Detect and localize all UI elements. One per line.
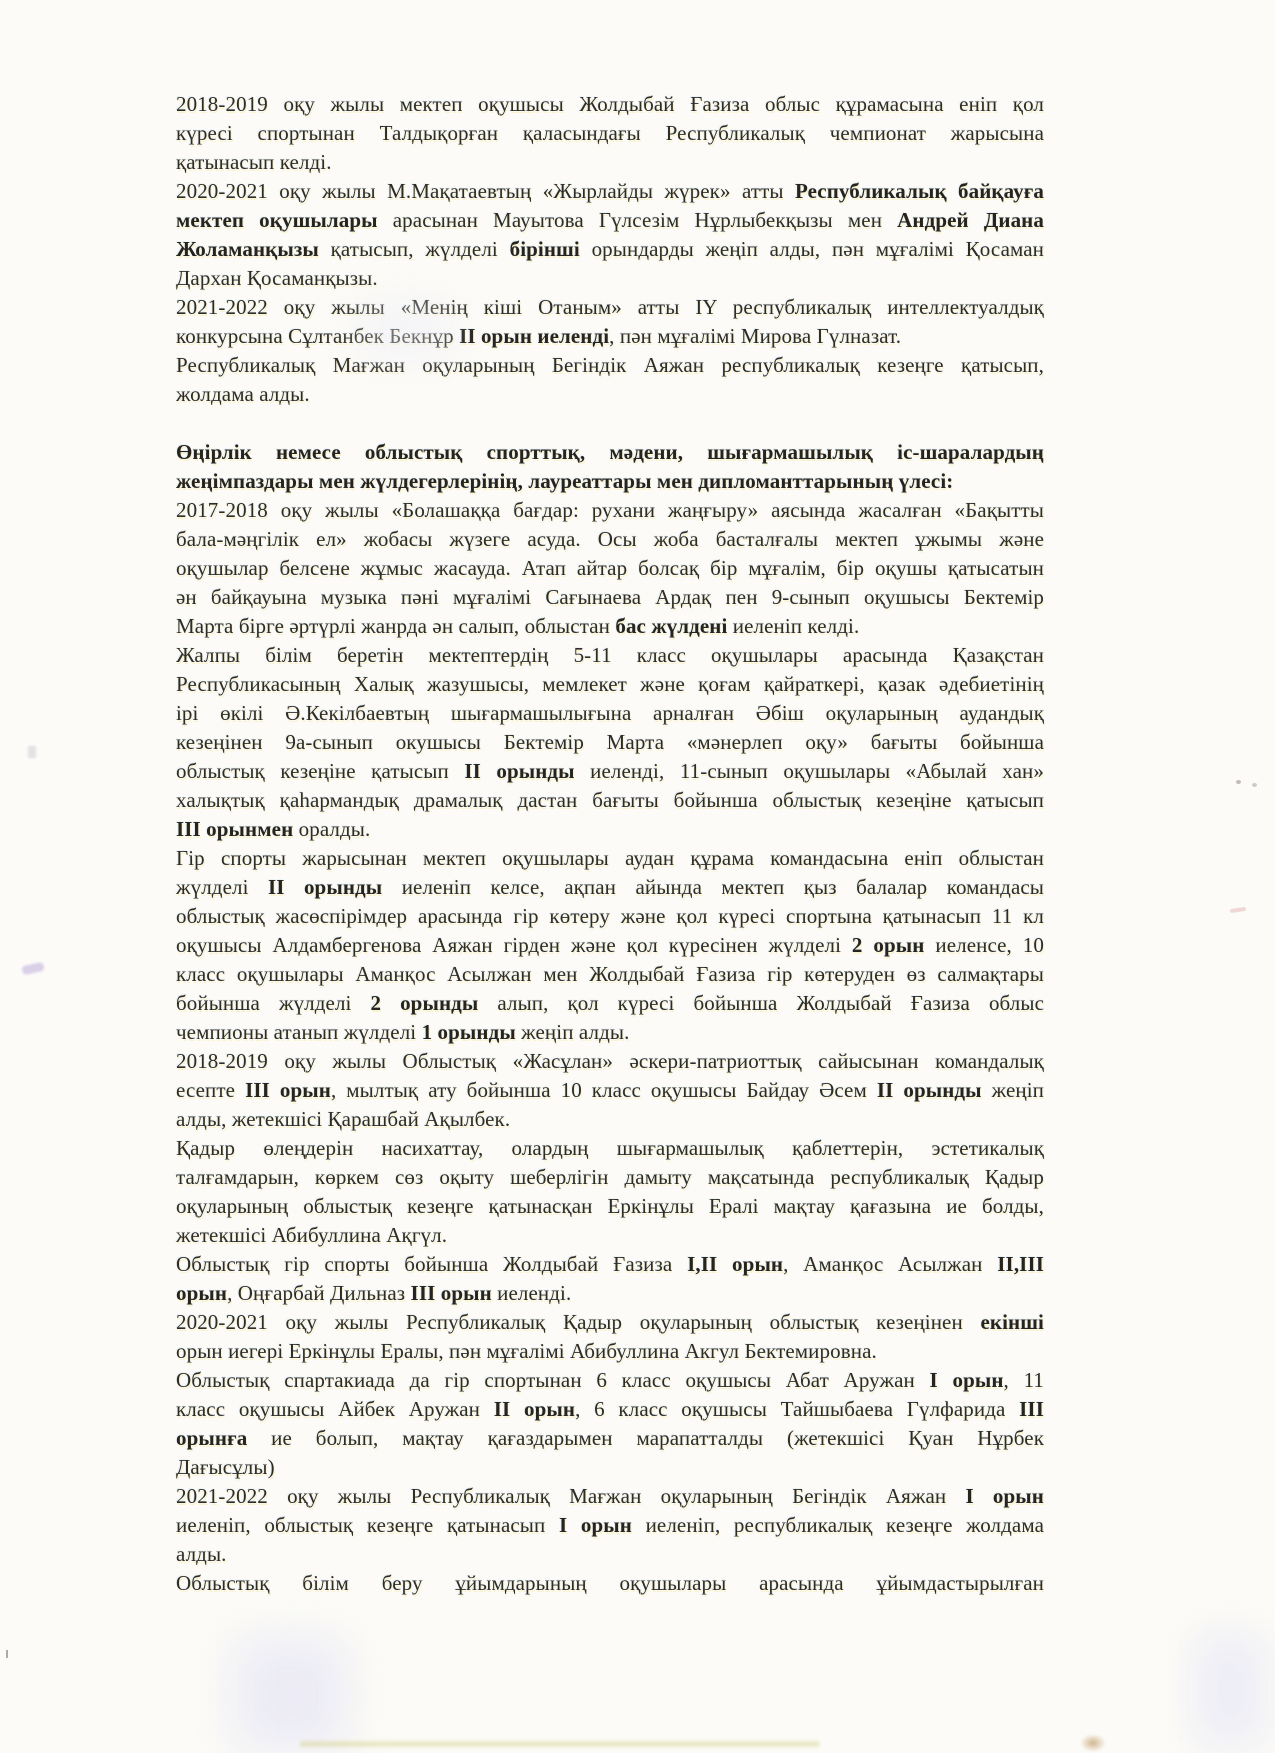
text-line — [176, 1105, 1044, 1134]
text-line — [176, 554, 1044, 583]
text-line — [176, 1279, 1044, 1308]
scan-dot-artifact — [1252, 783, 1257, 787]
text-segment: талғамдарын, көркем сөз оқыту шеберлігін дамыту мақсатында республикалық Қадыр — [176, 1165, 1044, 1189]
bold-text-segment: бас жүлдені — [615, 614, 728, 638]
text-segment: жүлделі — [176, 875, 268, 899]
text-segment: 2017-2018 оқу жылы «Болашаққа бағдар: рухани жаңғыру» аясында жасалған «Бақытты — [176, 498, 1044, 522]
text-segment: Дағысұлы) — [176, 1455, 275, 1479]
text-line — [176, 1250, 1044, 1279]
paragraph — [176, 1569, 1044, 1598]
text-line — [176, 1540, 1044, 1569]
bold-text-segment: III орын — [410, 1281, 492, 1305]
text-line — [176, 148, 1044, 177]
text-segment: ән байқауына музыка пәні мұғалімі Сағынаева Ардақ пен 9-сынып оқушысы Бектемір — [176, 585, 1044, 609]
text-line — [176, 438, 1044, 467]
paragraph — [176, 496, 1044, 641]
text-line — [176, 1076, 1044, 1105]
bold-text-segment: Республикалық байқауға — [794, 179, 1045, 203]
text-line — [176, 1047, 1044, 1076]
text-segment: 2018-2019 оқу жылы Облыстық «Жасұлан» әскери-патриоттық сайысынан командалық — [176, 1049, 1044, 1073]
paragraph — [176, 1047, 1044, 1134]
bold-text-segment: мектеп оқушылары — [176, 208, 378, 232]
bold-text-segment: жеңімпаздары мен жүлдегерлерінің, лауреаттары мен дипломанттарының үлесі: — [176, 469, 954, 493]
section-heading — [176, 438, 1044, 496]
paragraph — [176, 293, 1044, 351]
paragraph — [176, 1134, 1044, 1250]
bold-text-segment: II орынды — [267, 875, 383, 899]
text-line — [176, 1018, 1044, 1047]
text-segment: Қадыр өлеңдерін насихаттау, олардың шығармашылық қаблеттерін, эстетикалық — [176, 1136, 1044, 1160]
text-line — [176, 496, 1044, 525]
bold-text-segment: II орын иеленді — [459, 324, 610, 348]
text-line — [176, 728, 1044, 757]
scan-mark-artifact — [21, 962, 44, 975]
text-segment: Облыстық гір спорты бойынша Жолдыбай Ғазиза — [176, 1252, 688, 1276]
text-segment: оралды. — [293, 817, 371, 841]
paragraph — [176, 1482, 1044, 1569]
text-segment: арасынан Мауытова Гүлсезім Нұрлыбекқызы мен — [377, 208, 898, 232]
text-segment: Облыстық спартакиада да гір спортынан 6 класс оқушысы Абат Аружан — [176, 1368, 930, 1392]
text-line — [176, 1221, 1044, 1250]
scan-mark-artifact — [28, 746, 36, 758]
bold-text-segment: Андрей Диана — [897, 208, 1044, 232]
scan-edge-artifact — [6, 1650, 8, 1658]
bold-text-segment: I орын — [929, 1368, 1004, 1392]
bold-text-segment: I орын — [965, 1484, 1044, 1508]
bold-text-segment: орын — [176, 1281, 228, 1305]
text-segment: 2021-2022 оқу жылы «Менің кіші Отаным» атты ІY республикалық интеллектуалдық — [176, 295, 1044, 319]
text-line — [176, 989, 1044, 1018]
text-segment: класс оқушылары Аманқос Асылжан мен Жолдыбай Ғазиза гір көтеруден өз салмақтары — [176, 962, 1044, 986]
bold-text-segment: 2 орын — [851, 933, 925, 957]
scan-shadow-artifact — [1195, 1635, 1265, 1745]
text-segment: , Аманқос Асылжан — [783, 1252, 998, 1276]
text-segment: Республикасының Халық жазушысы, мемлекет және қоғам қайраткері, қазак әдебиетінің — [176, 672, 1044, 696]
text-line — [176, 1511, 1044, 1540]
text-line — [176, 351, 1044, 380]
bold-text-segment: I орын — [558, 1513, 632, 1537]
text-segment: алып, қол күресі бойынша Жолдыбай Ғазиза облыс — [478, 991, 1045, 1015]
text-line — [176, 873, 1044, 902]
text-line — [176, 1308, 1044, 1337]
paragraph — [176, 90, 1044, 177]
text-segment: бойынша жүлделі — [176, 991, 371, 1015]
text-segment: алды. — [176, 1542, 227, 1566]
text-line — [176, 612, 1044, 641]
text-line — [176, 1569, 1044, 1598]
text-segment: Марта бірге әртүрлі жанрда ән салып, облыстан — [176, 614, 616, 638]
text-line — [176, 902, 1044, 931]
text-line — [176, 1395, 1044, 1424]
text-line — [176, 1424, 1044, 1453]
text-segment: , 11 — [1003, 1368, 1044, 1392]
text-segment: ие болып, мақтау қағаздарымен марапатталды (жетекшісі Қуан Нұрбек — [247, 1426, 1044, 1450]
scan-dot-artifact — [1236, 780, 1241, 784]
bold-text-segment: III — [1019, 1397, 1044, 1421]
text-segment: алды, жетекшісі Қарашбай Ақылбек. — [176, 1107, 511, 1131]
scan-streak-artifact — [300, 1741, 820, 1747]
text-segment: жолдама алды. — [176, 382, 310, 406]
text-line — [176, 1337, 1044, 1366]
text-segment: бала-мәңгілік ел» жобасы жүзеге асуда. Осы жоба басталғалы мектеп ұжымы және — [176, 527, 1044, 551]
text-line — [176, 525, 1044, 554]
text-segment: жеңіп — [981, 1078, 1044, 1102]
text-segment: облыстық жасөспірімдер арасында гір көтеру және қол күресі спортына қатынасып 11 кл — [176, 904, 1044, 928]
text-line — [176, 177, 1044, 206]
text-segment: иеленіп, республикалық кезеңге жолдама — [631, 1513, 1045, 1537]
text-segment: иеленіп келсе, ақпан айында мектеп қыз балалар командасы — [382, 875, 1045, 899]
text-line — [176, 583, 1044, 612]
text-line — [176, 264, 1044, 293]
text-line — [176, 1163, 1044, 1192]
text-segment: , Оңғарбай Дильназ — [227, 1281, 411, 1305]
scan-mark-artifact — [1230, 907, 1246, 913]
text-segment: , мылтық ату бойынша 10 класс оқушысы Байдау Әсем — [330, 1078, 877, 1102]
text-segment: облыстық кезеңіне қатысып — [176, 759, 465, 783]
text-segment: қатысып, жүлделі — [318, 237, 510, 261]
text-segment: класс оқушысы Айбек Аружан — [176, 1397, 494, 1421]
text-line — [176, 1453, 1044, 1482]
text-line — [176, 1482, 1044, 1511]
bold-text-segment: 2 орынды — [370, 991, 479, 1015]
bold-text-segment: II орынды — [876, 1078, 982, 1102]
text-segment: халықтық қаһармандық драмалық дастан бағыты бойынша облыстық кезеңіне қатысып — [176, 788, 1044, 812]
bold-text-segment: II орынды — [464, 759, 575, 783]
text-line — [176, 699, 1044, 728]
text-line — [176, 1366, 1044, 1395]
bold-text-segment: III орын — [245, 1078, 331, 1102]
scan-smudge-artifact — [1080, 1734, 1106, 1752]
bold-text-segment: екінші — [980, 1310, 1044, 1334]
text-segment: есепте — [176, 1078, 246, 1102]
text-line — [176, 786, 1044, 815]
text-line — [176, 670, 1044, 699]
text-line — [176, 960, 1044, 989]
text-segment: орын иегері Еркінұлы Ералы, пән мұғалімі Абибуллина Акгул Бектемировна. — [176, 1339, 877, 1363]
text-segment: иеленсе, 10 — [924, 933, 1044, 957]
bold-text-segment: I,II орын — [687, 1252, 784, 1276]
text-segment: оқуларының облыстық кезеңге қатынасқан Еркінұлы Ералі мақтау қағазына ие болды, — [176, 1194, 1044, 1218]
text-line — [176, 322, 1044, 351]
text-line — [176, 206, 1044, 235]
text-segment: , пән мұғалімі Мирова Гүлназат. — [609, 324, 902, 348]
text-segment: оқушысы Алдамбергенова Аяжан гірден және қол күресінен жүлделі — [176, 933, 852, 957]
text-line — [176, 380, 1044, 409]
text-segment: 2021-2022 оқу жылы Республикалық Мағжан оқуларының Бегіндік Аяжан — [176, 1484, 966, 1508]
text-segment: 2018-2019 оқу жылы мектеп оқушысы Жолдыбай Ғазиза облыс құрамасына еніп қол — [176, 92, 1044, 116]
text-segment: конкурсына Сұлтанбек Бекнұр — [176, 324, 460, 348]
text-segment: жетекшісі Абибуллина Ақгүл. — [176, 1223, 448, 1247]
text-segment: иеленді. — [491, 1281, 572, 1305]
text-line — [176, 1192, 1044, 1221]
text-segment: ірі өкілі Ә.Кекілбаевтың шығармашылығына арналған Әбіш оқуларының аудандық — [176, 701, 1044, 725]
text-segment: 2020-2021 оқу жылы Республикалық Қадыр оқуларының облыстық кезеңінен — [176, 1310, 981, 1334]
text-line — [176, 757, 1044, 786]
text-line — [176, 293, 1044, 322]
text-line — [176, 90, 1044, 119]
text-segment: Жалпы білім беретін мектептердің 5-11 класс оқушылары арасында Қазақстан — [176, 643, 1044, 667]
paragraph — [176, 351, 1044, 409]
text-segment: қатынасып келді. — [176, 150, 332, 174]
text-segment: 2020-2021 оқу жылы М.Мақатаевтың «Жырлайды жүрек» атты — [176, 179, 795, 203]
text-segment: жеңіп алды. — [515, 1020, 630, 1044]
text-line — [176, 931, 1044, 960]
text-line — [176, 235, 1044, 264]
text-segment: , 6 класс оқушысы Тайшыбаева Гүлфарида — [575, 1397, 1020, 1421]
bold-text-segment: Жоламанқызы — [176, 237, 319, 261]
paragraph — [176, 1250, 1044, 1308]
paragraph — [176, 1308, 1044, 1366]
text-line — [176, 467, 1044, 496]
text-segment: Гір спорты жарысынан мектеп оқушылары аудан құрама командасына еніп облыстан — [176, 846, 1044, 870]
paragraph — [176, 641, 1044, 844]
text-segment: оқушылар белсене жұмыс жасауда. Атап айтар болсақ бір мұғалім, бір оқушы қатысатын — [176, 556, 1044, 580]
text-line — [176, 641, 1044, 670]
bold-text-segment: II орын — [493, 1397, 576, 1421]
document-body — [176, 90, 1044, 1598]
bold-text-segment: II,III — [997, 1252, 1044, 1276]
text-segment: иеленіп, облыстық кезеңге қатынасып — [176, 1513, 559, 1537]
text-segment: Облыстық білім беру ұйымдарының оқушылары арасында ұйымдастырылған — [176, 1571, 1044, 1595]
text-segment: иеленді, 11-сынып оқушылары «Абылай хан» — [574, 759, 1044, 783]
bold-text-segment: Өңірлік немесе облыстық спорттық, мәдени, шығармашылық іс-шаралардың — [176, 440, 1044, 464]
text-segment: иеленіп келді. — [727, 614, 860, 638]
text-segment: кезеңінен 9а-сынып окушысы Бектемір Марта «мәнерлеп оқу» бағыты бойынша — [176, 730, 1044, 754]
text-segment: Дархан Қосаманқызы. — [176, 266, 378, 290]
bold-text-segment: орынға — [176, 1426, 248, 1450]
text-line — [176, 844, 1044, 873]
text-segment: чемпионы атанып жүлделі — [176, 1020, 422, 1044]
bold-text-segment: III орынмен — [176, 817, 294, 841]
text-line — [176, 119, 1044, 148]
text-segment: Республикалық Мағжан оқуларының Бегіндік Аяжан республикалық кезеңге қатысып, — [176, 353, 1044, 377]
text-segment: күресі спортынан Талдықорған қаласындағы Республикалық чемпионат жарысына — [176, 121, 1044, 145]
scan-shadow-artifact — [235, 1640, 345, 1750]
bold-text-segment: бірінші — [509, 237, 580, 261]
text-line — [176, 815, 1044, 844]
paragraph — [176, 177, 1044, 293]
paragraph — [176, 844, 1044, 1047]
text-segment: орындарды жеңіп алды, пән мұғалімі Қосаман — [579, 237, 1044, 261]
paragraph — [176, 1366, 1044, 1482]
bold-text-segment: 1 орынды — [421, 1020, 516, 1044]
text-line — [176, 1134, 1044, 1163]
